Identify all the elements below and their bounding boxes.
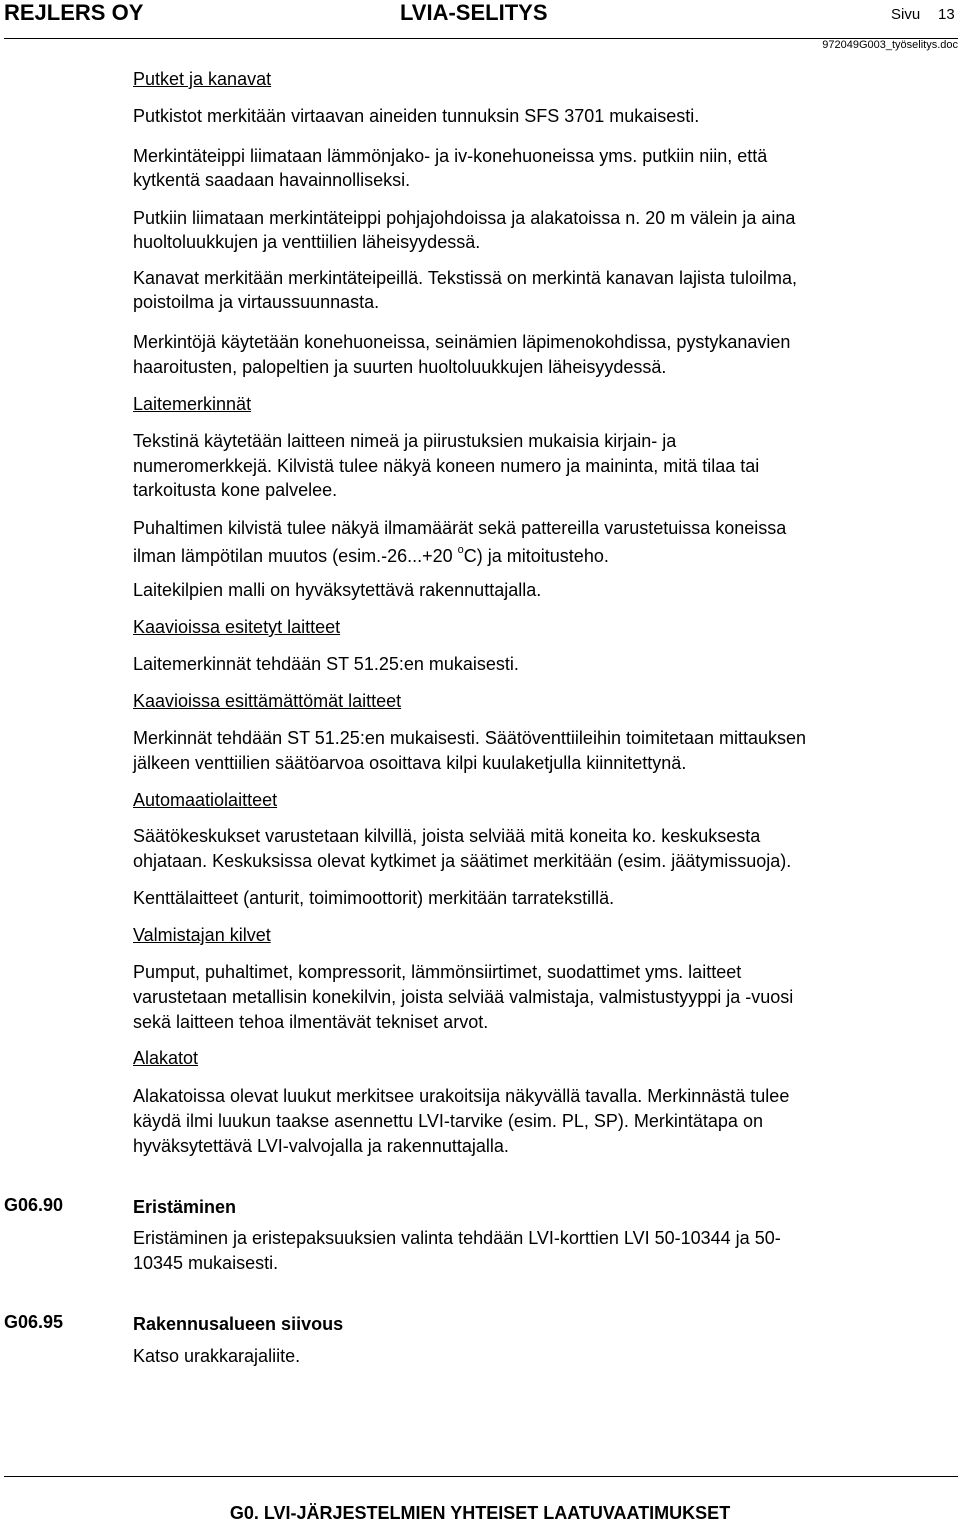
paragraph-line: Putkiin liimataan merkintäteippi pohjajohdoissa ja alakatoissa n. 20 m välein ja aina <box>133 208 796 228</box>
file-name: 972049G003_työselitys.doc <box>822 39 958 51</box>
section-heading-siivous: Rakennusalueen siivous <box>133 1314 344 1334</box>
paragraph-line <box>133 540 609 569</box>
paragraph-line: sekä laitteen tehoa ilmentävät tekniset arvot. <box>133 1012 489 1032</box>
paragraph-line: Pumput, puhaltimet, kompressorit, lämmönsiirtimet, suodattimet yms. laitteet <box>133 962 742 982</box>
paragraph-line: Kanavat merkitään merkintäteipeillä. Tekstissä on merkintä kanavan lajista tuloilma, <box>133 268 797 288</box>
paragraph-line: Kenttälaitteet (anturit, toimimoottorit) merkitään tarratekstillä. <box>133 888 615 908</box>
paragraph-line: Alakatoissa olevat luukut merkitsee urakoitsija näkyvällä tavalla. Merkinnästä tulee <box>133 1086 790 1106</box>
paragraph-line: Säätökeskukset varustetaan kilvillä, joista selviää mitä koneita ko. keskuksesta <box>133 826 761 846</box>
paragraph-line: jälkeen venttiilien säätöarvoa osoittava kilpi kuulaketjulla kiinnitettynä. <box>133 753 687 773</box>
paragraph-line: Tekstinä käytetään laitteen nimeä ja piirustuksien mukaisia kirjain- ja <box>133 431 677 451</box>
section-heading-laitemerkinnat: Laitemerkinnät <box>133 394 252 414</box>
paragraph-line: Eristäminen ja eristepaksuuksien valinta tehdään LVI-korttien LVI 50-10344 ja 50- <box>133 1228 781 1248</box>
paragraph-line: tarkoitusta kone palvelee. <box>133 480 338 500</box>
paragraph-line: Merkinnät tehdään ST 51.25:en mukaisesti. Säätöventtiileihin toimitetaan mittauksen <box>133 728 807 748</box>
section-heading-automaatio: Automaatiolaitteet <box>133 790 278 810</box>
footer-title: G0. LVI-JÄRJESTELMIEN YHTEISET LAATUVAATIMUKSET <box>229 1503 731 1523</box>
paragraph-line: huoltoluukkujen ja venttiilien läheisyydessä. <box>133 232 481 252</box>
page-label: Sivu <box>891 6 921 23</box>
paragraph-line: käydä ilmi luukun taakse asennettu LVI-tarvike (esim. PL, SP). Merkintätapa on <box>133 1111 763 1131</box>
section-heading-alakatot: Alakatot <box>133 1048 199 1068</box>
paragraph-line: haaroitusten, palopeltien ja suurten huoltoluukkujen läheisyydessä. <box>133 357 667 377</box>
paragraph-line: poistoilma ja virtaussuunnasta. <box>133 292 380 312</box>
section-heading-putket: Putket ja kanavat <box>133 69 272 89</box>
company-name: REJLERS OY <box>4 0 144 25</box>
section-heading-kaavioissa-esittamattomat: Kaavioissa esittämättömät laitteet <box>133 691 402 711</box>
footer-rule <box>4 1476 958 1477</box>
paragraph-line: Merkintäteippi liimataan lämmönjako- ja iv-konehuoneissa yms. putkiin niin, että <box>133 146 768 166</box>
section-code-g0695: G06.95 <box>4 1312 64 1332</box>
paragraph-line: varustetaan metallisin konekilvin, joista selviää valmistaja, valmistustyyppi ja -vuosi <box>133 987 794 1007</box>
paragraph-line: Putkistot merkitään virtaavan aineiden tunnuksin SFS 3701 mukaisesti. <box>133 106 700 126</box>
paragraph-line: 10345 mukaisesti. <box>133 1253 279 1273</box>
paragraph-line: Puhaltimen kilvistä tulee näkyä ilmamäärät sekä pattereilla varustetuissa koneissa <box>133 518 787 538</box>
paragraph-line: Laitemerkinnät tehdään ST 51.25:en mukaisesti. <box>133 654 519 674</box>
document-title: LVIA-SELITYS <box>400 0 548 25</box>
paragraph-line: hyväksytettävä LVI-valvojalla ja rakennuttajalla. <box>133 1136 509 1156</box>
section-heading-kaavioissa: Kaavioissa esitetyt laitteet <box>133 617 341 637</box>
paragraph-line: ohjataan. Keskuksissa olevat kytkimet ja säätimet merkitään (esim. jäätymissuoja). <box>133 851 792 871</box>
paragraph-line: Merkintöjä käytetään konehuoneissa, seinämien läpimenokohdissa, pystykanavien <box>133 332 791 352</box>
paragraph-line: numeromerkkejä. Kilvistä tulee näkyä koneen numero ja maininta, mitä tilaa tai <box>133 456 760 476</box>
paragraph-line: Katso urakkarajaliite. <box>133 1346 301 1366</box>
header-rule <box>4 38 958 39</box>
paragraph-line: Laitekilpien malli on hyväksytettävä rakennuttajalla. <box>133 580 542 600</box>
degree-superscript: o <box>457 544 464 556</box>
page-number: 13 <box>938 6 955 23</box>
section-code-g0690: G06.90 <box>4 1195 64 1215</box>
text-span: C) ja mitoitusteho. <box>463 546 609 566</box>
section-heading-valmistajan: Valmistajan kilvet <box>133 925 271 945</box>
paragraph-line: kytkentä saadaan havainnolliseksi. <box>133 170 411 190</box>
section-heading-eristaminen: Eristäminen <box>133 1197 237 1217</box>
text-span: ilman lämpötilan muutos (esim.-26...+20 <box>133 546 458 566</box>
